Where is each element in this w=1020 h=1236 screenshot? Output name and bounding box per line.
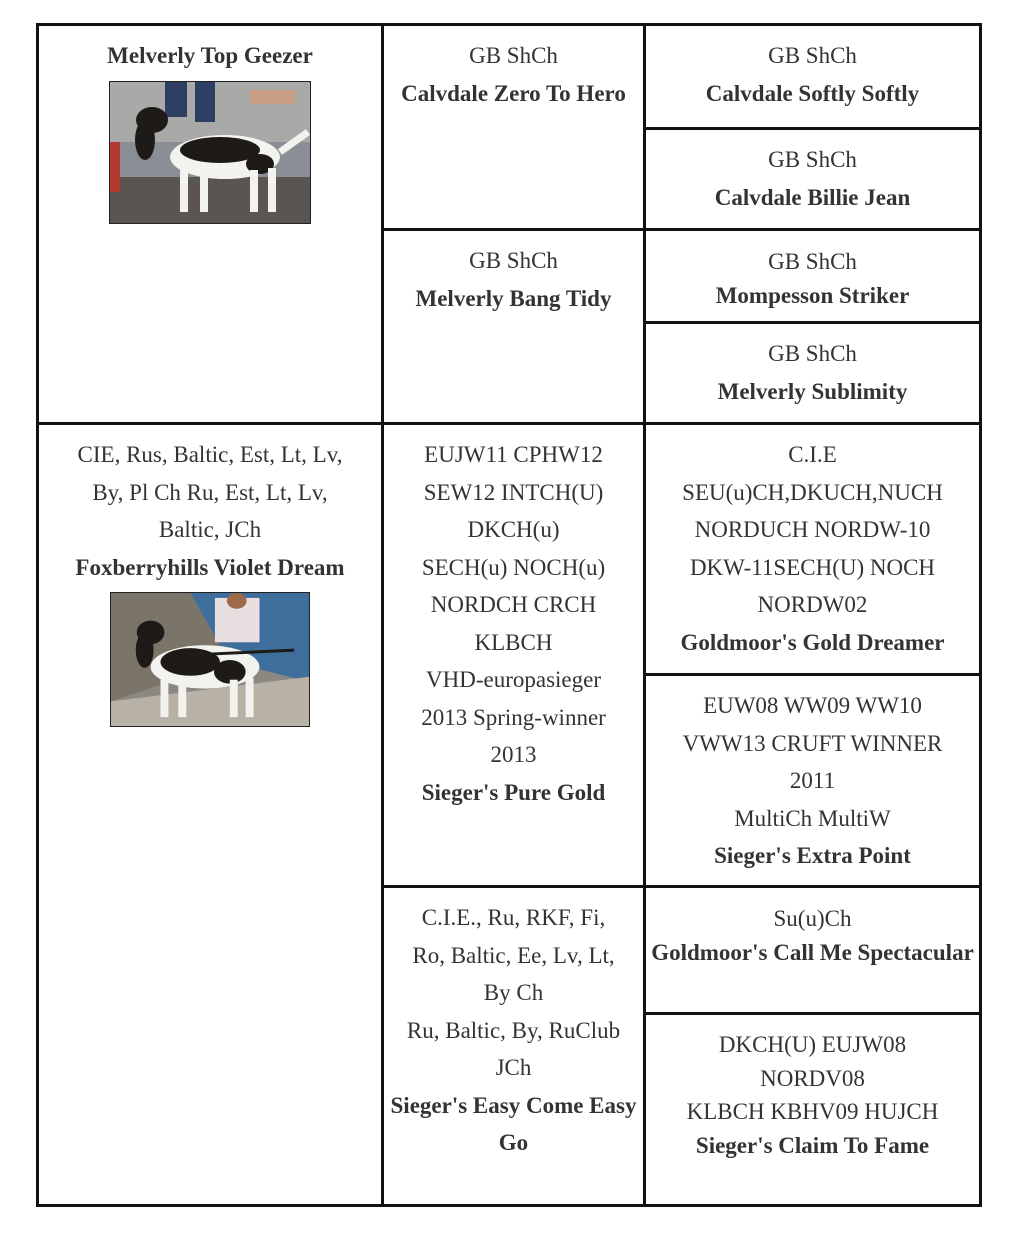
dam-dam-cell [384, 888, 643, 1204]
dam-sire-titles: EUJW11 CPHW12 SEW12 INTCH(U) DKCH(u) SECH(u) NOCH(u) NORDCH CRCH KLBCH VHD-europasieger 2013 Spring-winner 2013 [421, 442, 606, 767]
ddd-name: Sieger's Claim To Fame [695, 1132, 930, 1158]
ssd-name: Calvdale Billie Jean [714, 184, 911, 210]
sire-dam-dam-cell [646, 324, 979, 422]
sdd-name: Melverly Sublimity [717, 378, 908, 404]
dam-dam-dam-cell [646, 1015, 979, 1204]
dds-titles: Su(u)Ch [773, 906, 852, 931]
dam-photo [110, 592, 310, 727]
sire-sire-cell [384, 26, 643, 228]
dam-dam-name: Sieger's Easy Come Easy Go [390, 1092, 637, 1155]
sire-cell [39, 26, 381, 422]
sss-name: Calvdale Softly Softly [705, 80, 920, 106]
dss-titles: C.I.E SEU(u)CH,DKUCH,NUCH NORDUCH NORDW-10 DKW-11SECH(U) NOCH NORDW02 [682, 442, 943, 617]
dam-sire-sire-cell [646, 425, 979, 673]
dam-dam-titles: C.I.E., Ru, RKF, Fi, Ro, Baltic, Ee, Lv, Lt, By Ch Ru, Baltic, By, RuClub JCh [406, 905, 621, 1080]
dds-name: Goldmoor's Call Me Spectacular [651, 939, 974, 965]
sire-sire-sire-cell [646, 26, 979, 127]
sds-name: Mompesson Striker [715, 282, 910, 308]
ddd-titles: DKCH(U) EUJW08 NORDV08 KLBCH KBHV09 HUJCH [686, 1032, 939, 1124]
dam-sire-dam-cell [646, 676, 979, 885]
sire-dam-sire-cell [646, 231, 979, 321]
sire-sire-name: Calvdale Zero To Hero [401, 80, 626, 106]
dam-name: Foxberryhills Violet Dream [75, 554, 345, 580]
ssd-titles: GB ShCh [768, 147, 857, 172]
dam-titles: CIE, Rus, Baltic, Est, Lt, Lv, By, Pl Ch Ru, Est, Lt, Lv, Baltic, JCh [77, 442, 343, 542]
sss-titles: GB ShCh [768, 43, 857, 68]
sire-dam-name: Melverly Bang Tidy [415, 285, 612, 311]
sire-sire-dam-cell [646, 130, 979, 228]
sire-photo [109, 81, 311, 224]
dss-name: Goldmoor's Gold Dreamer [680, 629, 945, 655]
dam-sire-name: Sieger's Pure Gold [421, 779, 606, 805]
sds-titles: GB ShCh [768, 249, 857, 274]
sire-sire-titles: GB ShCh [469, 43, 558, 68]
sire-name: Melverly Top Geezer [107, 43, 313, 68]
dam-sire-cell [384, 425, 643, 885]
sdd-titles: GB ShCh [768, 341, 857, 366]
sire-dam-titles: GB ShCh [469, 248, 558, 273]
pedigree-table [36, 23, 982, 1207]
dsd-titles: EUW08 WW09 WW10 VWW13 CRUFT WINNER 2011 MultiCh MultiW [682, 693, 943, 831]
sire-dam-cell [384, 231, 643, 422]
dam-dam-sire-cell [646, 888, 979, 1012]
dsd-name: Sieger's Extra Point [714, 843, 911, 868]
dam-cell [39, 425, 381, 1204]
